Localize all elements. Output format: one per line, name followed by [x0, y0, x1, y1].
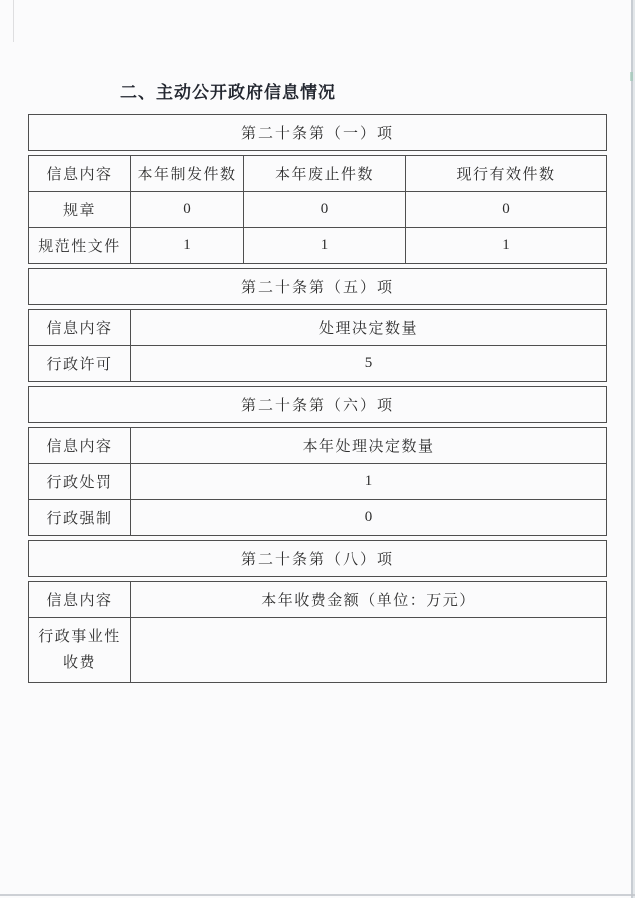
section-header-item-1: 第二十条第（一）项 — [28, 114, 607, 151]
page-bottom-edge — [0, 894, 635, 896]
row-label-cell: 行政处罚 — [29, 464, 131, 500]
column-header-cell: 信息内容 — [29, 582, 131, 618]
value-cell: 1 — [131, 228, 244, 264]
value-cell: 1 — [131, 464, 607, 500]
row-label-cell: 规范性文件 — [29, 228, 131, 264]
value-cell: 0 — [406, 192, 607, 228]
value-cell: 1 — [244, 228, 406, 264]
value-cell: 5 — [131, 346, 607, 382]
row-label-cell: 行政强制 — [29, 500, 131, 536]
table-item-8 — [28, 581, 607, 683]
row-label-cell: 行政许可 — [29, 346, 131, 382]
row-label-cell: 行政事业性收费 — [29, 618, 131, 683]
document-title: 二、主动公开政府信息情况 — [120, 83, 336, 102]
column-header-cell: 本年收费金额（单位：万元） — [131, 582, 607, 618]
value-cell: 1 — [406, 228, 607, 264]
value-cell: 0 — [244, 192, 406, 228]
value-cell: 0 — [131, 500, 607, 536]
column-header-cell: 本年处理决定数量 — [131, 428, 607, 464]
column-header-cell: 本年废止件数 — [244, 156, 406, 192]
column-header-cell: 现行有效件数 — [406, 156, 607, 192]
statistics-table — [28, 114, 607, 683]
column-header-cell: 本年制发件数 — [131, 156, 244, 192]
section-header-item-8: 第二十条第（八）项 — [28, 540, 607, 577]
section-header-item-5: 第二十条第（五）项 — [28, 268, 607, 305]
scan-artifact-tick — [630, 72, 633, 81]
table-item-1 — [28, 155, 607, 264]
section-header-item-6: 第二十条第（六）项 — [28, 386, 607, 423]
scan-edge-artifact — [13, 0, 14, 42]
page-right-edge — [631, 0, 633, 898]
table-item-6 — [28, 427, 607, 536]
table-item-5 — [28, 309, 607, 382]
column-header-cell: 信息内容 — [29, 428, 131, 464]
value-cell — [131, 618, 607, 683]
column-header-cell: 信息内容 — [29, 310, 131, 346]
column-header-cell: 信息内容 — [29, 156, 131, 192]
value-cell: 0 — [131, 192, 244, 228]
row-label-cell: 规章 — [29, 192, 131, 228]
column-header-cell: 处理决定数量 — [131, 310, 607, 346]
